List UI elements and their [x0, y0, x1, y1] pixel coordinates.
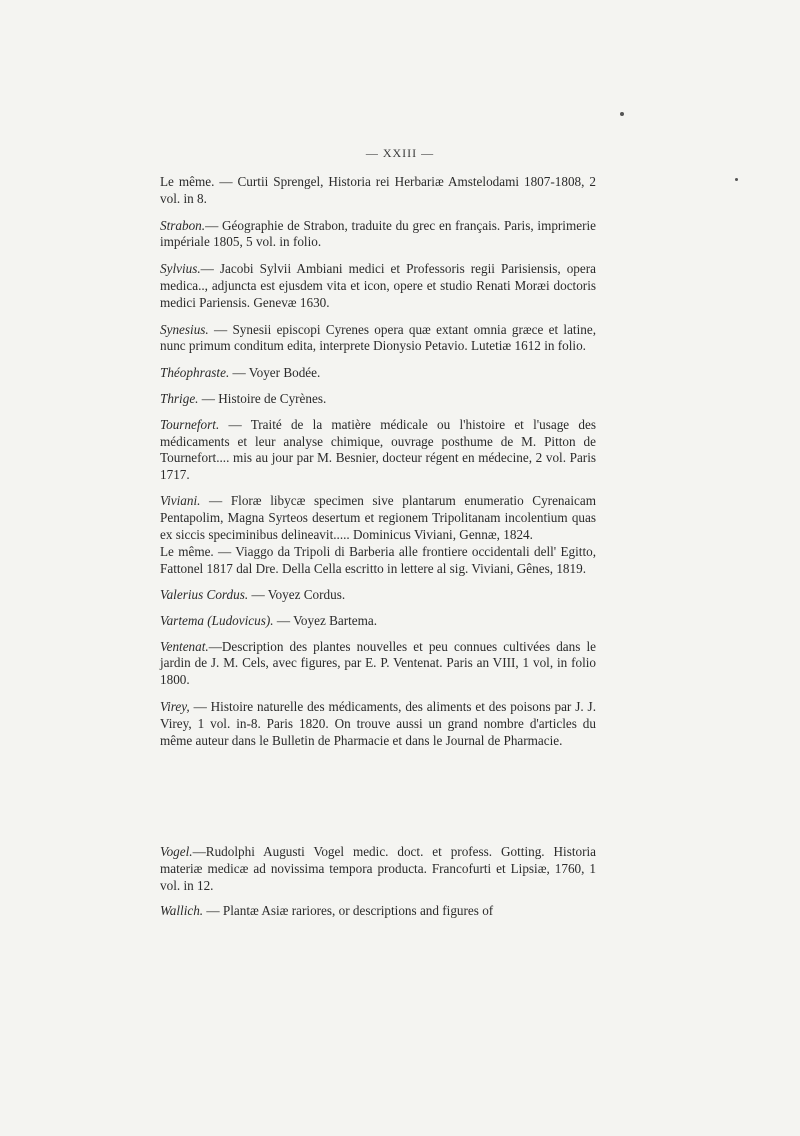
entry-text: — Histoire de Cyrènes. — [198, 390, 327, 406]
bibliography-entry — [160, 639, 596, 689]
entry-text: — Géographie de Strabon, traduite du grec en français. Paris, imprimerie impériale 1805, 5 vol. in folio. — [160, 217, 596, 250]
entry-text: —Description des plantes nouvelles et peu connues cultivées dans le jardin de J. M. Cels, avec figures, par E. P. Ventenat. Paris an VIII, 1 vol, in folio 1800. — [160, 638, 596, 688]
entry-author: Wallich. — [160, 903, 204, 919]
entry-author: Virey, — [160, 698, 190, 714]
bibliography-entry — [160, 218, 596, 252]
entry-text: — Floræ libycæ specimen sive plantarum enumeratio Cyrenaicam Pentapolim, Magna Syrteos desertum et regionem Tripolitanam incolentium quas ex siccis speciminibus delineavit..... Dominicus Viviani, Gennæ, 1824. — [160, 492, 596, 542]
entry-text: — Histoire naturelle des médicaments, des aliments et des poisons par J. J. Virey, 1 vol. in-8. Paris 1820. On trouve aussi un grand nombre d'articles du même auteur dans le Bulletin de Pharmacie et dans le Journal de Pharmacie. — [160, 698, 596, 748]
bibliography-block-top — [160, 174, 596, 749]
bibliography-entry — [160, 699, 596, 749]
bibliography-entry — [160, 844, 596, 894]
bibliography-entry — [160, 174, 596, 208]
entry-text: — Voyez Cordus. — [248, 586, 346, 602]
bibliography-entry — [160, 587, 596, 604]
bibliography-entry — [160, 261, 596, 311]
entry-author: Tournefort. — [160, 416, 220, 432]
entry-text: — Curtii Sprengel, Historia rei Herbariæ Amstelodami 1807-1808, 2 vol. in 8. — [160, 174, 596, 206]
speck-mark — [735, 178, 738, 181]
entry-text: — Traité de la matière médicale ou l'histoire et l'usage des médicaments et leur analyse chimique, ouvrage posthume de M. Pitton de Tournefort.... mis au jour par M. Besnier, docteur régent en médecine, 2 vol. Paris 1717. — [160, 416, 596, 483]
entry-text: — Jacobi Sylvii Ambiani medici et Professoris regii Parisiensis, opera medica.., adjuncta est ejusdem vita et icon, opere et studio Renati Moræi doctoris medici Pariensis. Genevæ 1630. — [160, 261, 596, 310]
bibliography-entry — [160, 544, 596, 578]
bibliography-entry — [160, 417, 596, 484]
entry-author: Vartema (Ludovicus). — [160, 612, 274, 628]
entry-author: Ventenat. — [160, 638, 209, 654]
entry-author: Sylvius. — [160, 261, 201, 277]
entry-author: Vogel. — [160, 844, 193, 859]
entry-text: — Plantæ Asiæ rariores, or descriptions and figures of — [203, 903, 494, 919]
entry-author: Le même. — [160, 544, 214, 560]
bibliography-entry — [160, 493, 596, 543]
bibliography-entry — [160, 613, 596, 630]
entry-author: Strabon. — [160, 217, 206, 233]
entry-author: Le même. — [160, 174, 215, 189]
entry-text: —Rudolphi Augusti Vogel medic. doct. et profess. Gotting. Historia materiæ medicæ ad novissima tempora producta. Francofurti et Lipsiæ, 1760, 1 vol. in 12. — [160, 844, 596, 893]
bibliography-entry — [160, 903, 596, 920]
bibliography-block-bottom — [160, 844, 596, 920]
speck-mark — [620, 112, 624, 116]
bibliography-entry — [160, 365, 596, 382]
entry-text: — Synesii episcopi Cyrenes opera quæ extant omnia græce et latine, nunc primum conditum edita, interprete Dionysio Petavio. Lutetiæ 1612 in folio. — [160, 321, 596, 354]
entry-author: Viviani. — [160, 492, 201, 508]
entry-text: — Viaggo da Tripoli di Barberia alle frontiere occidentali dell' Egitto, Fattonel 1817 dal Dre. Della Cella escritto in lettere al sig. Viviani, Gênes, 1819. — [160, 544, 596, 577]
entry-author: Thrige. — [160, 390, 199, 406]
entry-author: Théophraste. — [160, 365, 230, 381]
entry-text: — Voyez Bartema. — [273, 612, 378, 628]
page-number-header: — XXIII — — [365, 146, 435, 160]
entry-author: Valerius Cordus. — [160, 586, 249, 602]
entry-author: Synesius. — [160, 321, 209, 337]
bibliography-entry — [160, 391, 596, 408]
entry-text: — Voyer Bodée. — [229, 365, 321, 381]
bibliography-entry — [160, 322, 596, 356]
